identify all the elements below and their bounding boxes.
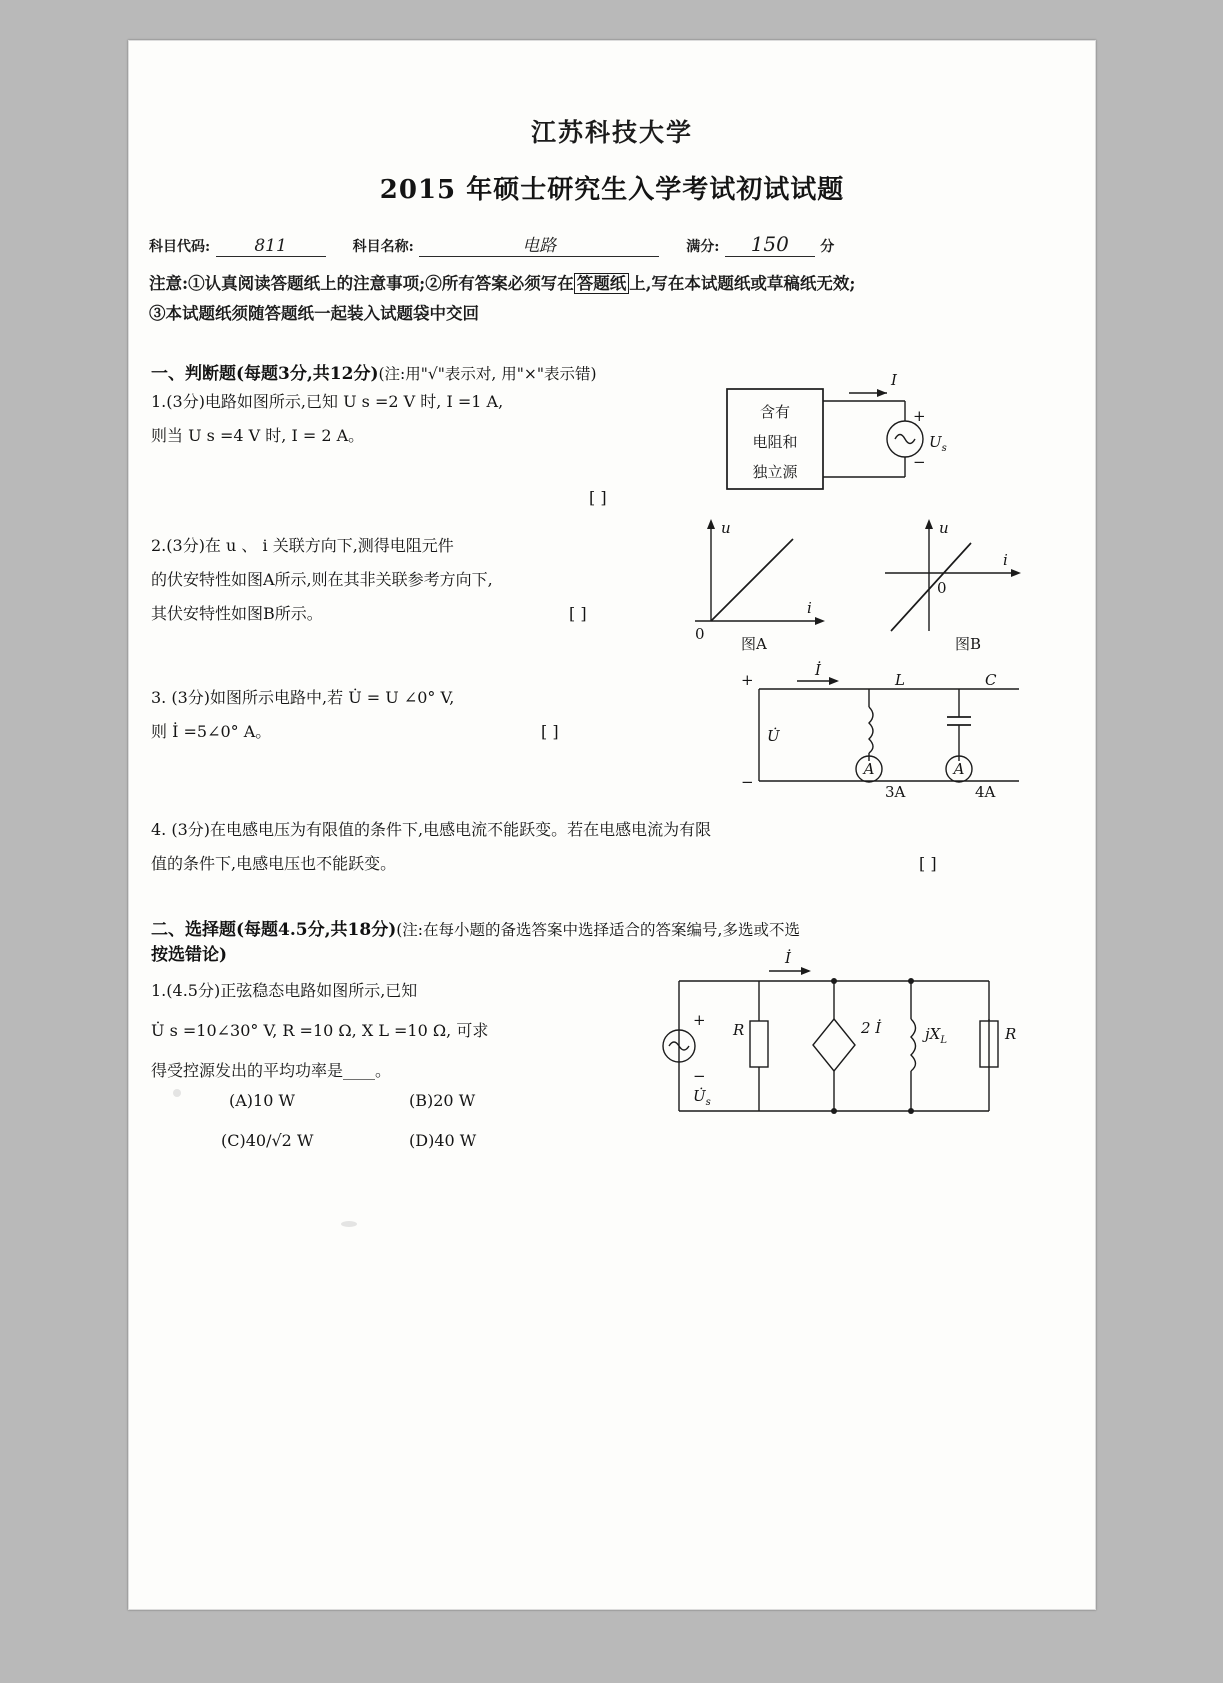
q2-1-option-d bbox=[409, 1131, 476, 1150]
scanned-exam-page bbox=[128, 40, 1096, 1610]
q1-3-figure bbox=[719, 661, 1049, 801]
svg-text:U̇: U̇ bbox=[767, 727, 780, 745]
option-b-text: 20 W bbox=[433, 1091, 476, 1110]
option-d-text: 40 W bbox=[434, 1131, 477, 1150]
svg-text:L: L bbox=[895, 671, 905, 689]
q2-1-line1: 1.(4.5分)正弦稳态电路如图所示,已知 bbox=[151, 981, 418, 1000]
section-2-note-2: 按选错论) bbox=[151, 945, 228, 965]
svg-text:+: + bbox=[913, 407, 926, 425]
q2-1-option-c bbox=[221, 1131, 313, 1150]
subject-name-label: 科目名称: bbox=[352, 239, 414, 255]
svg-text:i: i bbox=[807, 599, 812, 617]
q1-4-line1: 4. (3分)在电感电压为有限值的条件下,电感电流不能跃变。若在电感电流为有限 bbox=[151, 820, 712, 839]
section-2-note: (注:在每小题的备选答案中选择适合的答案编号,多选或不选 bbox=[396, 921, 800, 939]
svg-text:u: u bbox=[939, 519, 949, 537]
section-1-note: (注:用"√"表示对, 用"×"表示错) bbox=[378, 365, 597, 383]
full-score-value: 150 bbox=[725, 232, 815, 257]
svg-text:R: R bbox=[733, 1021, 745, 1039]
q2-1-option-a bbox=[229, 1091, 295, 1110]
svg-text:图A: 图A bbox=[741, 635, 767, 651]
svg-text:0: 0 bbox=[695, 625, 705, 643]
svg-text:0: 0 bbox=[937, 579, 947, 597]
section-2-title: 二、选择题(每题4.5分,共18分) bbox=[151, 920, 397, 940]
svg-text:电阻和: 电阻和 bbox=[752, 433, 798, 451]
q1-4-line2: 值的条件下,电感电压也不能跃变。 bbox=[151, 854, 397, 873]
option-d-key: (D) bbox=[409, 1131, 435, 1150]
section-1-heading bbox=[151, 359, 597, 384]
svg-text:R: R bbox=[1005, 1025, 1017, 1043]
svg-text:4A: 4A bbox=[975, 783, 996, 801]
svg-text:独立源: 独立源 bbox=[752, 463, 798, 481]
scan-artifact-2 bbox=[173, 1089, 181, 1097]
svg-text:i: i bbox=[1003, 551, 1008, 569]
section-1-title: 一、判断题(每题3分,共12分) bbox=[151, 364, 379, 384]
svg-text:+: + bbox=[693, 1011, 706, 1029]
q1-1-line2: 则当 U s =4 V 时, I = 2 A。 bbox=[151, 426, 365, 445]
q1-4-answer-box: [ ] bbox=[919, 854, 937, 873]
svg-text:C: C bbox=[985, 671, 997, 689]
q1-2-line2: 的伏安特性如图A所示,则在其非关联参考方向下, bbox=[151, 570, 493, 589]
option-a-key: (A) bbox=[229, 1091, 254, 1110]
svg-text:含有: 含有 bbox=[759, 403, 791, 421]
q1-1-answer-box: [ ] bbox=[589, 488, 607, 507]
q1-3-answer-box: [ ] bbox=[541, 722, 559, 741]
svg-text:−: − bbox=[741, 773, 754, 791]
q1-1-text bbox=[151, 385, 671, 453]
option-c-key: (C) bbox=[221, 1131, 246, 1150]
subject-code-label: 科目代码: bbox=[149, 239, 211, 255]
svg-text:U̇s: $U̇_s$ bbox=[693, 1087, 711, 1108]
q2-1-line2: U̇ s =10∠30° V, R =10 Ω, X L =10 Ω, 可求 bbox=[151, 1021, 489, 1040]
svg-text:A: A bbox=[863, 760, 875, 778]
notice-item-2a: ②所有答案必须写在 bbox=[425, 274, 574, 293]
svg-text:+: + bbox=[741, 671, 754, 689]
svg-text:I: I bbox=[891, 371, 897, 389]
q2-1-text bbox=[151, 971, 671, 1091]
full-score-unit: 分 bbox=[820, 239, 835, 255]
option-b-key: (B) bbox=[409, 1091, 434, 1110]
notice-answer-sheet-box: 答题纸 bbox=[574, 273, 630, 294]
svg-text:İ: İ bbox=[785, 949, 791, 967]
subject-name-value: 电路 bbox=[419, 231, 659, 257]
scan-artifact bbox=[341, 1221, 357, 1227]
svg-text:İ: İ bbox=[815, 661, 821, 679]
q1-2-text bbox=[151, 529, 711, 631]
svg-text:图B: 图B bbox=[955, 635, 982, 651]
university-name: 江苏科技大学 bbox=[530, 118, 693, 147]
q2-1-option-b bbox=[409, 1091, 475, 1110]
q1-2-line3: 其伏安特性如图B所示。 bbox=[151, 604, 323, 623]
full-score-label: 满分: bbox=[686, 239, 720, 255]
q2-1-line3: 得受控源发出的平均功率是____。 bbox=[151, 1061, 392, 1080]
notice-block bbox=[149, 269, 1085, 329]
q1-3-line1: 3. (3分)如图所示电路中,若 U̇ = U ∠0° V, bbox=[151, 688, 455, 707]
notice-item-3: ③本试题纸须随答题纸一起装入试题袋中交回 bbox=[149, 304, 479, 323]
svg-text:Us: $U_s$ bbox=[929, 433, 947, 454]
q1-1-line1: 1.(3分)电路如图所示,已知 U s =2 V 时, I =1 A, bbox=[151, 392, 504, 411]
subject-code-value: 811 bbox=[216, 236, 326, 257]
option-a-text: 10 W bbox=[253, 1091, 295, 1110]
option-c-text: 40/√2 W bbox=[245, 1131, 314, 1150]
svg-text:3A: 3A bbox=[885, 783, 906, 801]
svg-text:u: u bbox=[721, 519, 731, 537]
notice-item-2b: 上,写在本试题纸或草稿纸无效; bbox=[629, 274, 856, 293]
svg-text:−: − bbox=[693, 1067, 706, 1085]
svg-text:−: − bbox=[913, 453, 926, 471]
svg-text:jXL: $jX_L$ bbox=[925, 1025, 947, 1046]
q2-1-figure bbox=[649, 941, 1049, 1141]
q1-3-line2: 则 İ =5∠0° A。 bbox=[151, 722, 272, 741]
notice-prefix: 注意: bbox=[149, 274, 189, 293]
svg-text:2 İ: 2 İ bbox=[861, 1019, 882, 1037]
q1-2-line1: 2.(3分)在 u 、 i 关联方向下,测得电阻元件 bbox=[151, 536, 454, 555]
q1-2-answer-box: [ ] bbox=[569, 604, 587, 623]
subject-meta-row bbox=[149, 231, 1079, 261]
svg-text:A: A bbox=[953, 760, 965, 778]
q1-2-figure-a bbox=[681, 511, 851, 651]
q1-2-figure-b bbox=[871, 511, 1051, 651]
q1-3-text bbox=[151, 681, 631, 749]
notice-item-1: ①认真阅读答题纸上的注意事项; bbox=[188, 274, 426, 293]
exam-title: 2015 年硕士研究生入学考试初试试题 bbox=[379, 175, 845, 205]
q1-1-figure bbox=[709, 371, 1039, 501]
